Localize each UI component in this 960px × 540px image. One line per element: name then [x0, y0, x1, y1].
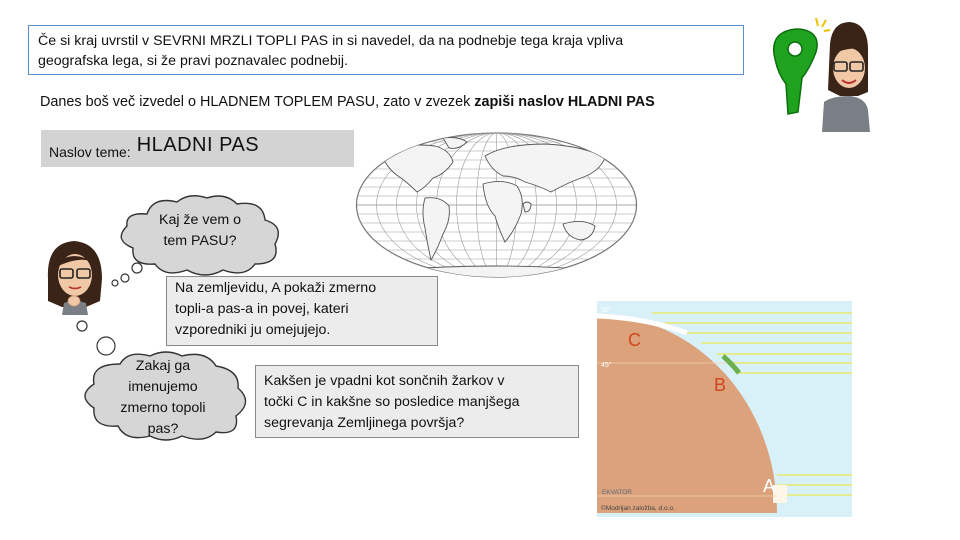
intro-line-2: geografska lega, si že pravi poznavalec podnebij. — [38, 53, 348, 69]
intro-text-box — [28, 25, 744, 75]
topic-title-label: Naslov teme: — [49, 144, 131, 160]
instruction-text: Danes boš več izvedel o HLADNEM TOPLEM PASU, zato v zvezek — [40, 94, 475, 110]
avatar-ok-gesture — [770, 14, 870, 132]
sun-angle-diagram — [597, 301, 852, 517]
lat-90-label: 90° — [601, 307, 612, 314]
equator-label: EKVATOR — [602, 489, 632, 496]
sparkle-icon — [816, 18, 830, 31]
question-1-line-1: Na zemljevidu, A pokaži zmerno — [175, 280, 377, 296]
cloud-bottom-line-2: imenujemo — [128, 379, 198, 395]
marker-a — [773, 485, 787, 503]
topic-title-value: HLADNI PAS — [136, 134, 260, 156]
cloud-bottom-line-1: Zakaj ga — [135, 358, 191, 374]
credit-text: ©Modrijan založba, d.o.o. — [601, 505, 675, 512]
cloud-top-line-2: tem PASU? — [163, 233, 237, 249]
question-1-line-3: vzporedniki ju omejujejo. — [175, 322, 331, 338]
topic-title-box — [41, 130, 354, 167]
instruction-line — [40, 94, 655, 110]
label-c: C — [628, 330, 641, 350]
label-b: B — [714, 375, 727, 395]
cloud-top-text — [138, 210, 262, 252]
intro-line-1: Če si kraj uvrstil v SEVRNI MRZLI TOPLI PAS in si navedel, da na podnebje tega kraja vpliva — [38, 33, 624, 49]
instruction-bold: zapiši naslov HLADNI PAS — [474, 94, 655, 110]
label-a: A — [763, 476, 776, 496]
cloud-top-line-1: Kaj že vem o — [158, 212, 241, 228]
avatar-thinking — [40, 235, 108, 315]
question-2-line-2: točki C in kakšne so posledice manjšega — [264, 394, 520, 410]
cloud-bottom-line-4: pas? — [147, 421, 179, 437]
question-2-line-3: segrevanja Zemljinega površja? — [264, 415, 465, 431]
lat-45-label: 45° — [601, 362, 612, 369]
question-2-line-1: Kakšen je vpadni kot sončnih žarkov v — [264, 373, 505, 389]
cloud-bottom-line-3: zmerno topoli — [120, 400, 206, 416]
question-box-2 — [255, 365, 579, 438]
cloud-bottom-text — [88, 356, 238, 440]
world-map — [355, 132, 638, 278]
question-1-line-2: topli-a pas-a in povej, kateri — [175, 301, 349, 317]
